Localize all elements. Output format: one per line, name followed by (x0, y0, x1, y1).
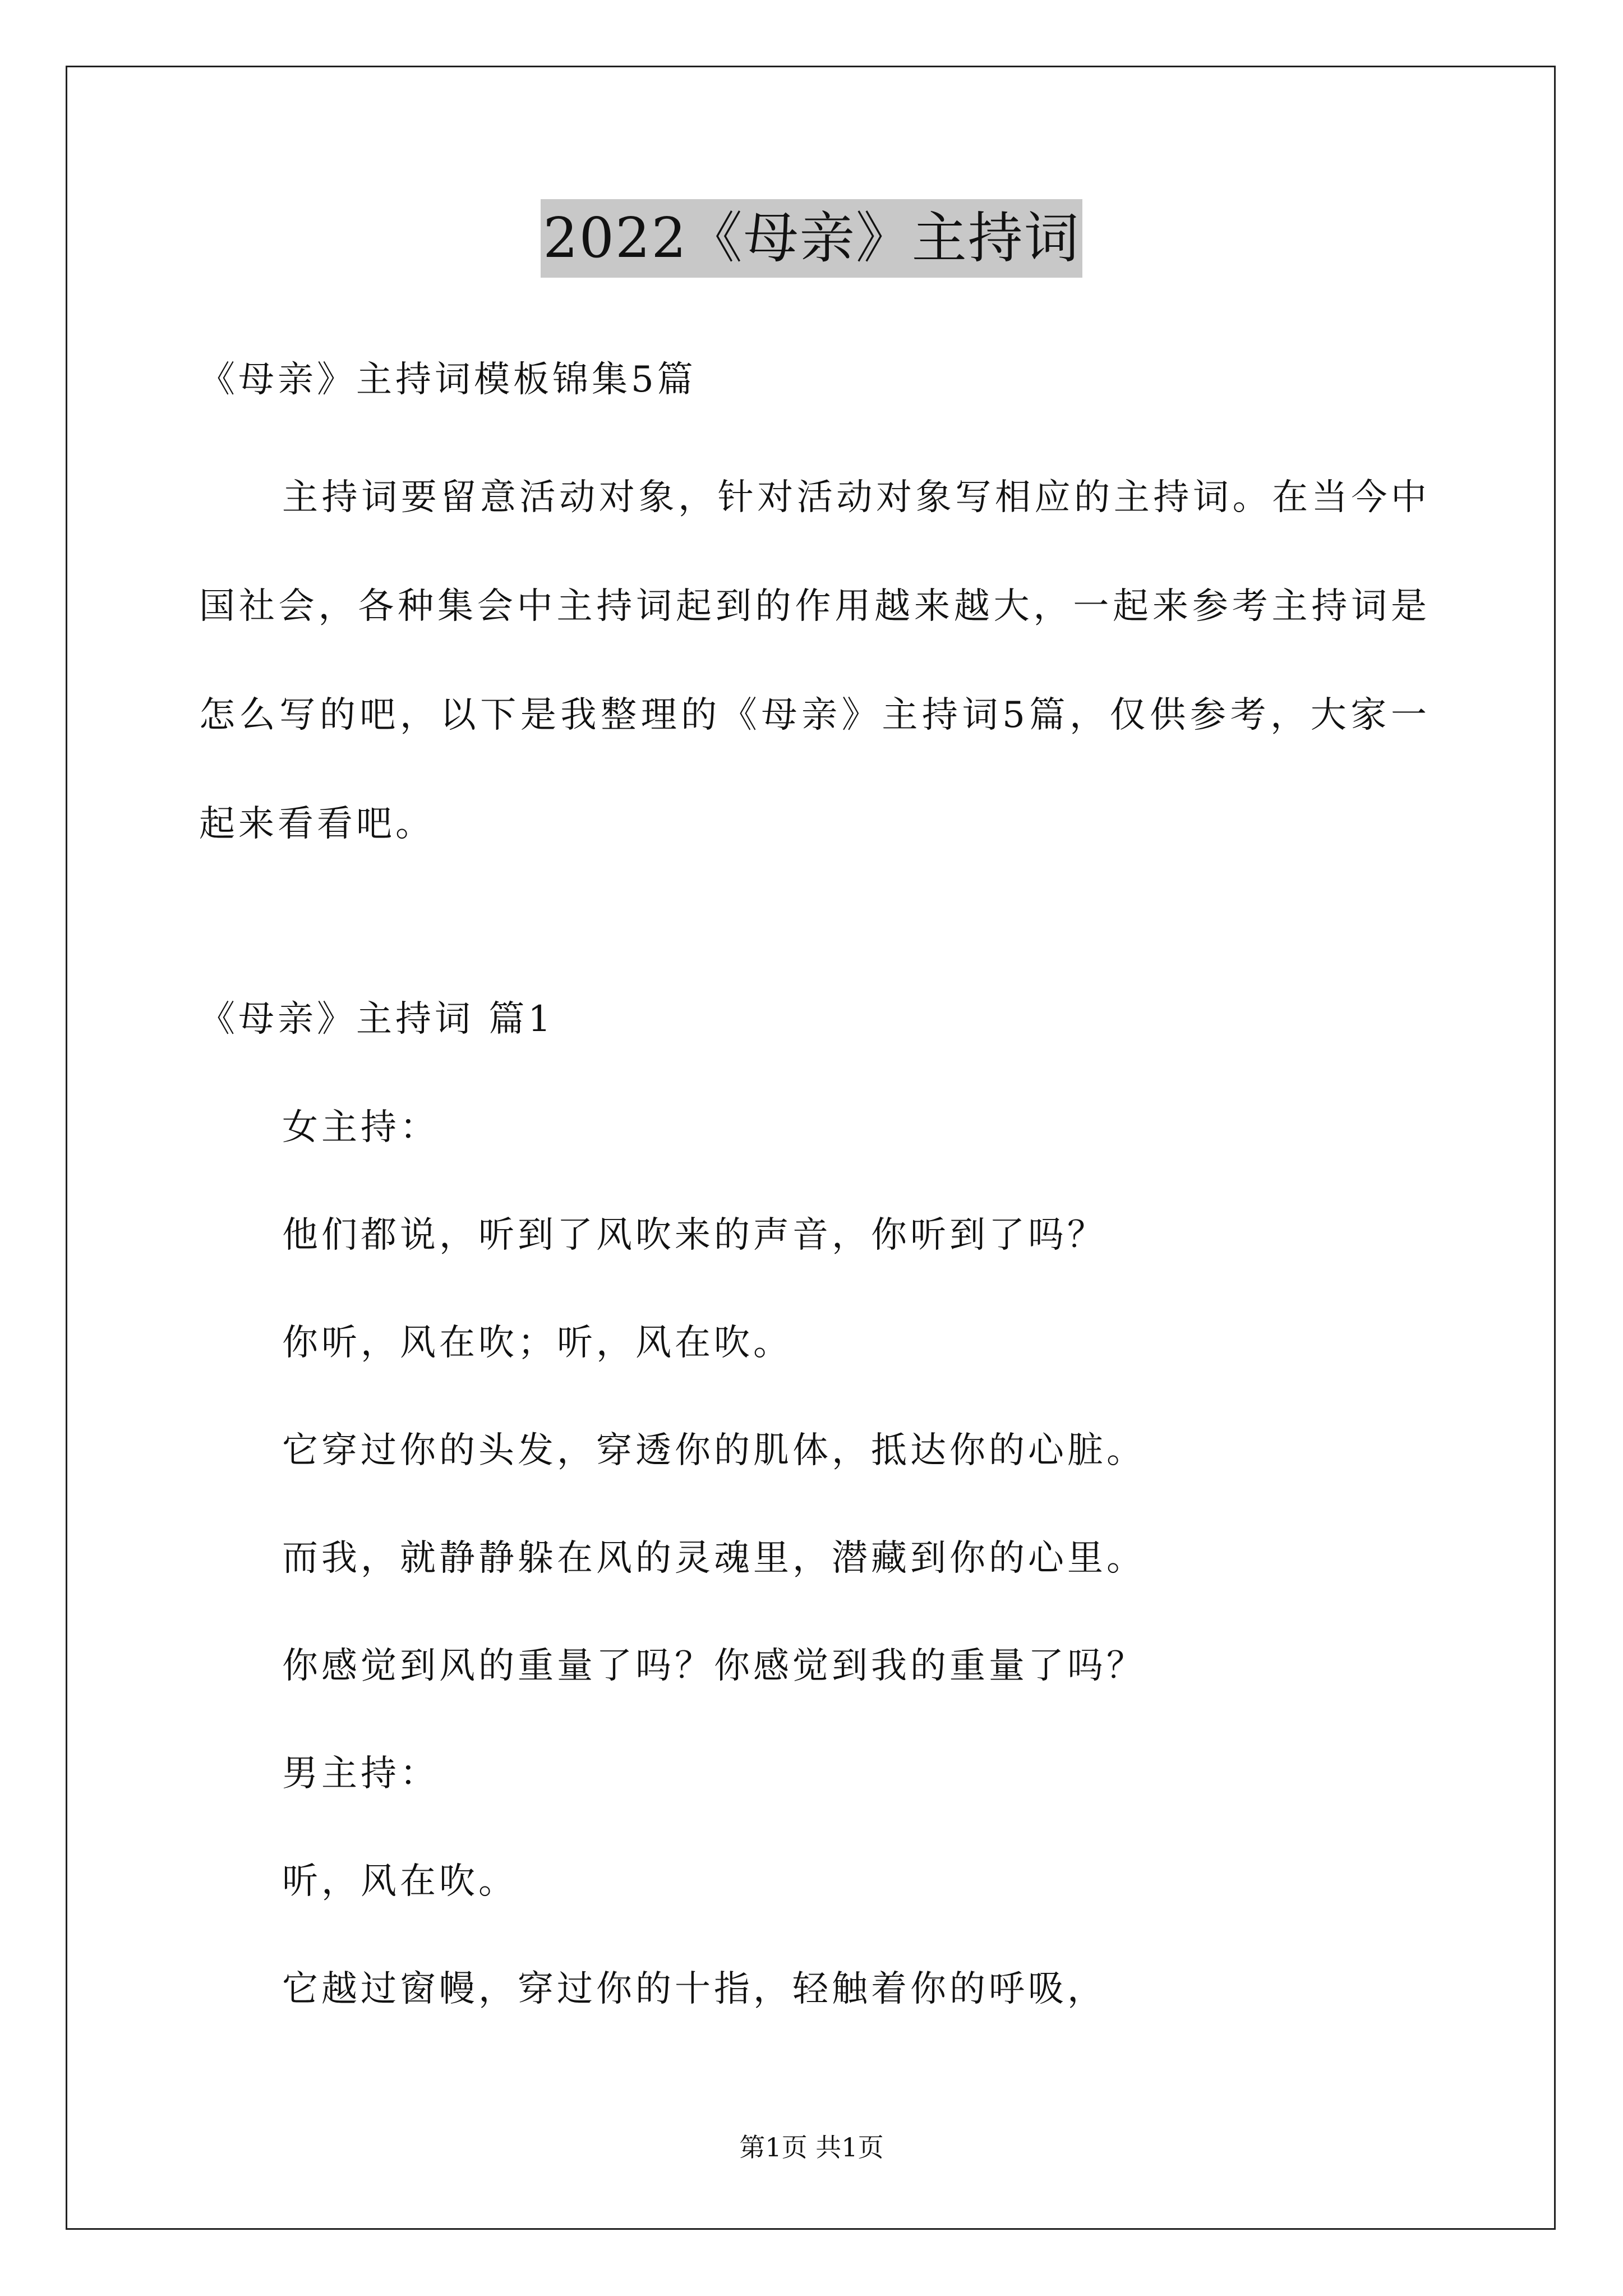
document-subtitle: 《母亲》主持词模板锦集5篇 (199, 359, 697, 401)
dialogue-line: 它越过窗幔，穿过你的十指，轻触着你的呼吸， (282, 1968, 1106, 2010)
dialogue-line: 男主持： (282, 1753, 439, 1795)
dialogue-line: 他们都说，听到了风吹来的声音，你听到了吗？ (282, 1214, 1106, 1256)
intro-paragraph: 主持词要留意活动对象，针对活动对象写相应的主持词。在当今中国社会，各种集会中主持词起到的作用越来越大，一起来参考主持词是怎么写的吧，以下是我整理的《母亲》主持词5篇，仅供参考，大家一起来看看吧。 (199, 477, 1430, 845)
page-footer: 第1页 共1页 (739, 2132, 884, 2162)
section-heading: 《母亲》主持词 篇1 (199, 999, 555, 1040)
dialogue-line: 而我，就静静躲在风的灵魂里，潜藏到你的心里。 (282, 1538, 1146, 1579)
document-title (0, 199, 1623, 278)
dialogue-line: 女主持： (282, 1107, 439, 1148)
dialogue-line: 它穿过你的头发，穿透你的肌体，抵达你的心脏。 (282, 1430, 1146, 1471)
document-title-text: 2022《母亲》主持词 (541, 199, 1082, 278)
dialogue-line: 听，风在吹。 (282, 1861, 518, 1902)
dialogue-line: 你听，风在吹；听，风在吹。 (282, 1322, 792, 1364)
dialogue-line: 你感觉到风的重量了吗？你感觉到我的重量了吗？ (282, 1645, 1146, 1687)
